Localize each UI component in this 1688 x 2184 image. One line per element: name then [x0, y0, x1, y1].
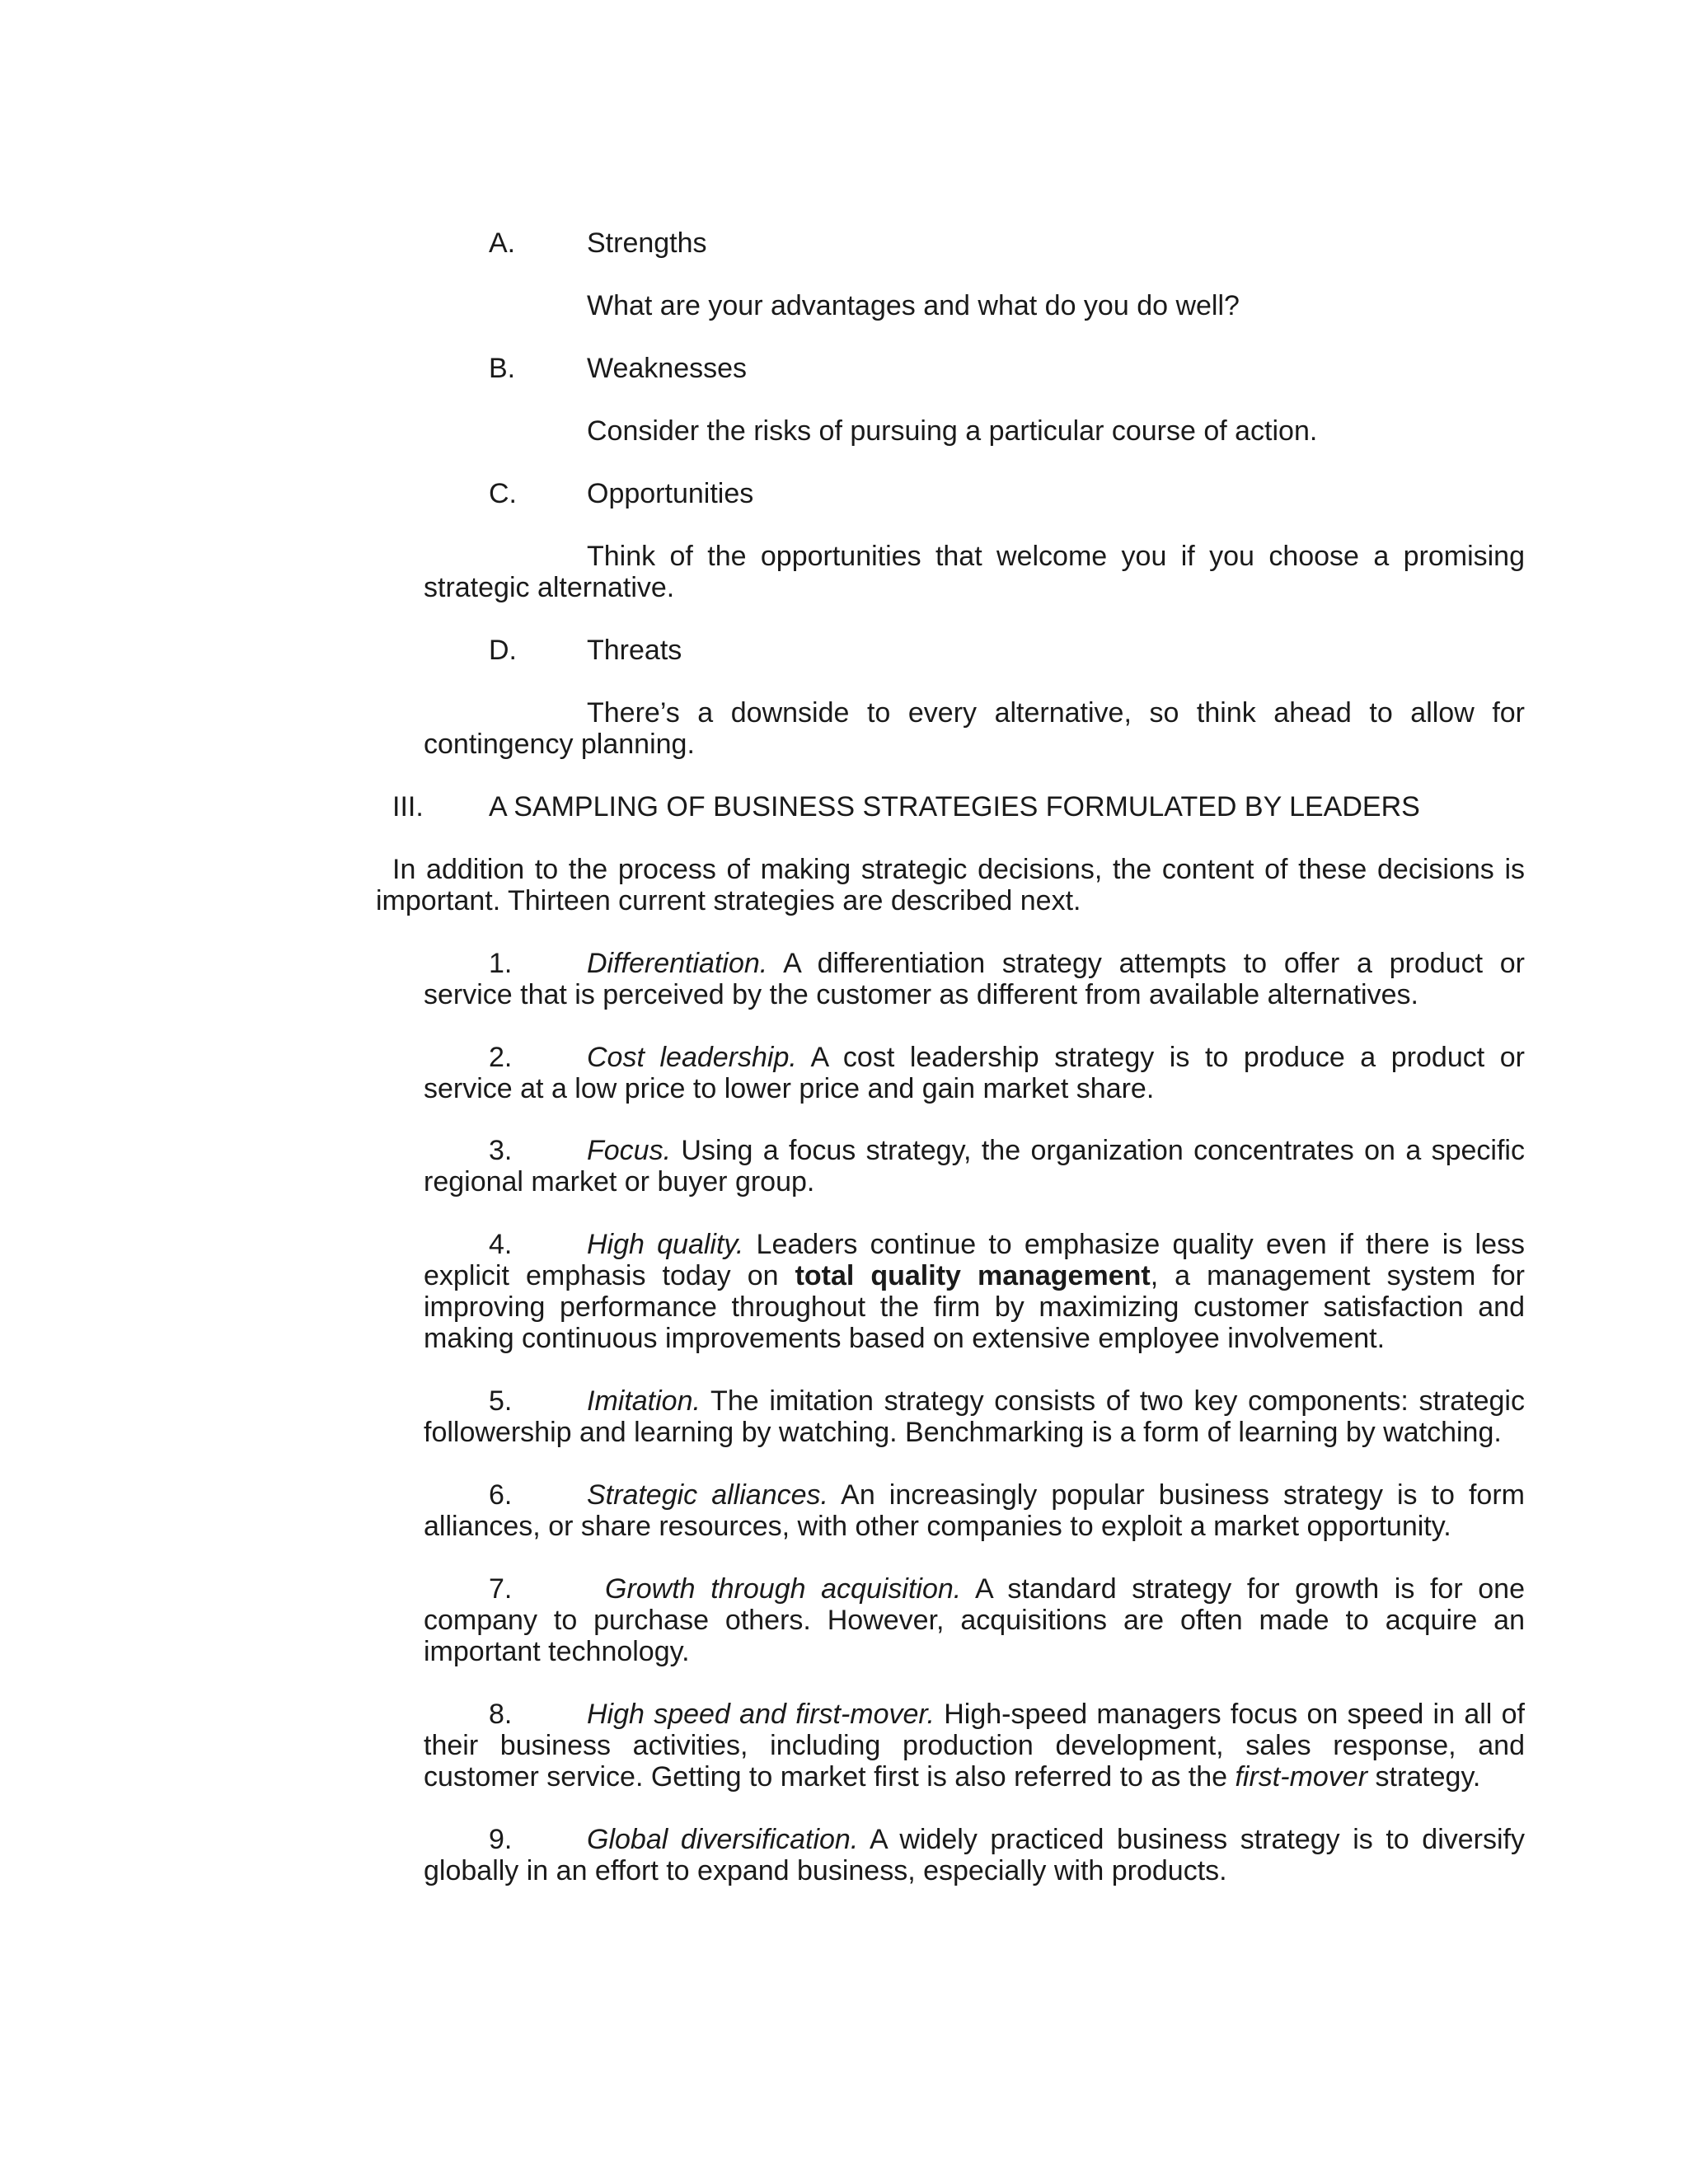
strategy-term-3: Focus. [587, 1135, 672, 1166]
swot-letter-d: D. [489, 635, 517, 666]
strategy-number-6: 6. [489, 1479, 513, 1511]
swot-heading-threats: Threats [587, 635, 682, 666]
strategy-term-9: Global diversification. [587, 1824, 859, 1855]
strategy-item-2 [424, 1042, 1525, 1104]
strategy-item-7 [424, 1573, 1525, 1667]
strategy-text-2: A cost leadership strategy is to produce a product or service at a low price to lower price and gain market share. [424, 1042, 1526, 1104]
strategy-term-4: High quality. [587, 1229, 744, 1260]
strategy-text-7: A standard strategy for growth is for one company to purchase others. However, acquisitions are often made to acquire an important technology. [424, 1573, 1525, 1667]
swot-letter-c: C. [489, 478, 517, 509]
strategy-number-2: 2. [489, 1042, 513, 1073]
strategy-term-6: Strategic alliances. [587, 1479, 828, 1511]
strategy-item-5 [424, 1385, 1525, 1448]
strategy-item-9 [424, 1824, 1525, 1886]
swot-text-threats: There’s a downside to every alternative, so think ahead to allow for contingency planning. [424, 697, 1525, 760]
swot-letter-b: B. [489, 353, 516, 384]
strategy-number-5: 5. [489, 1385, 513, 1417]
strategy-number-7: 7. [489, 1573, 513, 1605]
strategy-item-1 [424, 948, 1525, 1010]
section-numeral: III. [392, 791, 424, 823]
strategy-item-3 [424, 1135, 1525, 1197]
strategy-term-8: High speed and first-mover. [587, 1699, 935, 1730]
strategy-text-4-before: Leaders continue to emphasize quality even if there is less explicit emphasis today on [424, 1229, 1525, 1291]
swot-text-strengths: What are your advantages and what do you do well? [587, 290, 1240, 321]
strategy-text-8-after: strategy. [1375, 1761, 1481, 1793]
strategy-number-3: 3. [489, 1135, 513, 1166]
section-intro: In addition to the process of making strategic decisions, the content of these decisions is important. Thirteen current strategies are described next. [376, 854, 1525, 916]
strategy-text-1: A differentiation strategy attempts to offer a product or service that is perceived by the customer as different from available alternatives. [424, 948, 1525, 1010]
swot-text-opportunities: Think of the opportunities that welcome you if you choose a promising strategic alternative. [424, 541, 1525, 603]
strategy-item-4 [424, 1229, 1525, 1354]
strategy-number-1: 1. [489, 948, 513, 979]
swot-text-weaknesses: Consider the risks of pursuing a particular course of action. [587, 415, 1318, 447]
swot-heading-weaknesses: Weaknesses [587, 353, 748, 384]
strategy-item-8 [424, 1699, 1525, 1793]
swot-letter-a: A. [489, 227, 516, 259]
strategy-text-9: A widely practiced business strategy is to diversify globally in an effort to expand business, especially with products. [424, 1824, 1525, 1886]
strategy-number-4: 4. [489, 1229, 513, 1260]
strategy-term-7: Growth through acquisition. [605, 1573, 962, 1605]
strategy-text-6: An increasingly popular business strategy is to form alliances, or share resources, with other companies to exploit a market opportunity. [424, 1479, 1525, 1542]
strategy-item-6 [424, 1479, 1525, 1542]
strategy-text-4-bold: total quality management [795, 1260, 1151, 1291]
swot-heading-strengths: Strengths [587, 227, 707, 259]
strategy-text-4-after: , a management system for improving performance throughout the firm by maximizing customer satisfaction and making continuous improvements based on extensive employee involvement. [424, 1260, 1525, 1354]
strategy-term-1: Differentiation. [587, 948, 768, 979]
swot-heading-opportunities: Opportunities [587, 478, 754, 509]
strategy-text-3: Using a focus strategy, the organization concentrates on a specific regional market or buyer group. [424, 1135, 1525, 1197]
strategy-number-9: 9. [489, 1824, 513, 1855]
strategy-text-8-italic: first-mover [1235, 1761, 1368, 1793]
section-heading: A SAMPLING OF BUSINESS STRATEGIES FORMULATED BY LEADERS [489, 791, 1420, 823]
strategy-term-2: Cost leadership. [587, 1042, 797, 1073]
strategy-number-8: 8. [489, 1699, 513, 1730]
strategy-text-5: The imitation strategy consists of two key components: strategic followership and learning by watching. Benchmarking is a form of learning by watching. [424, 1385, 1525, 1448]
strategy-term-5: Imitation. [587, 1385, 701, 1417]
strategy-text-8-before: High-speed managers focus on speed in all of their business activities, including production development, sales response, and customer service. Getting to market first is also referred to as the [424, 1699, 1525, 1793]
